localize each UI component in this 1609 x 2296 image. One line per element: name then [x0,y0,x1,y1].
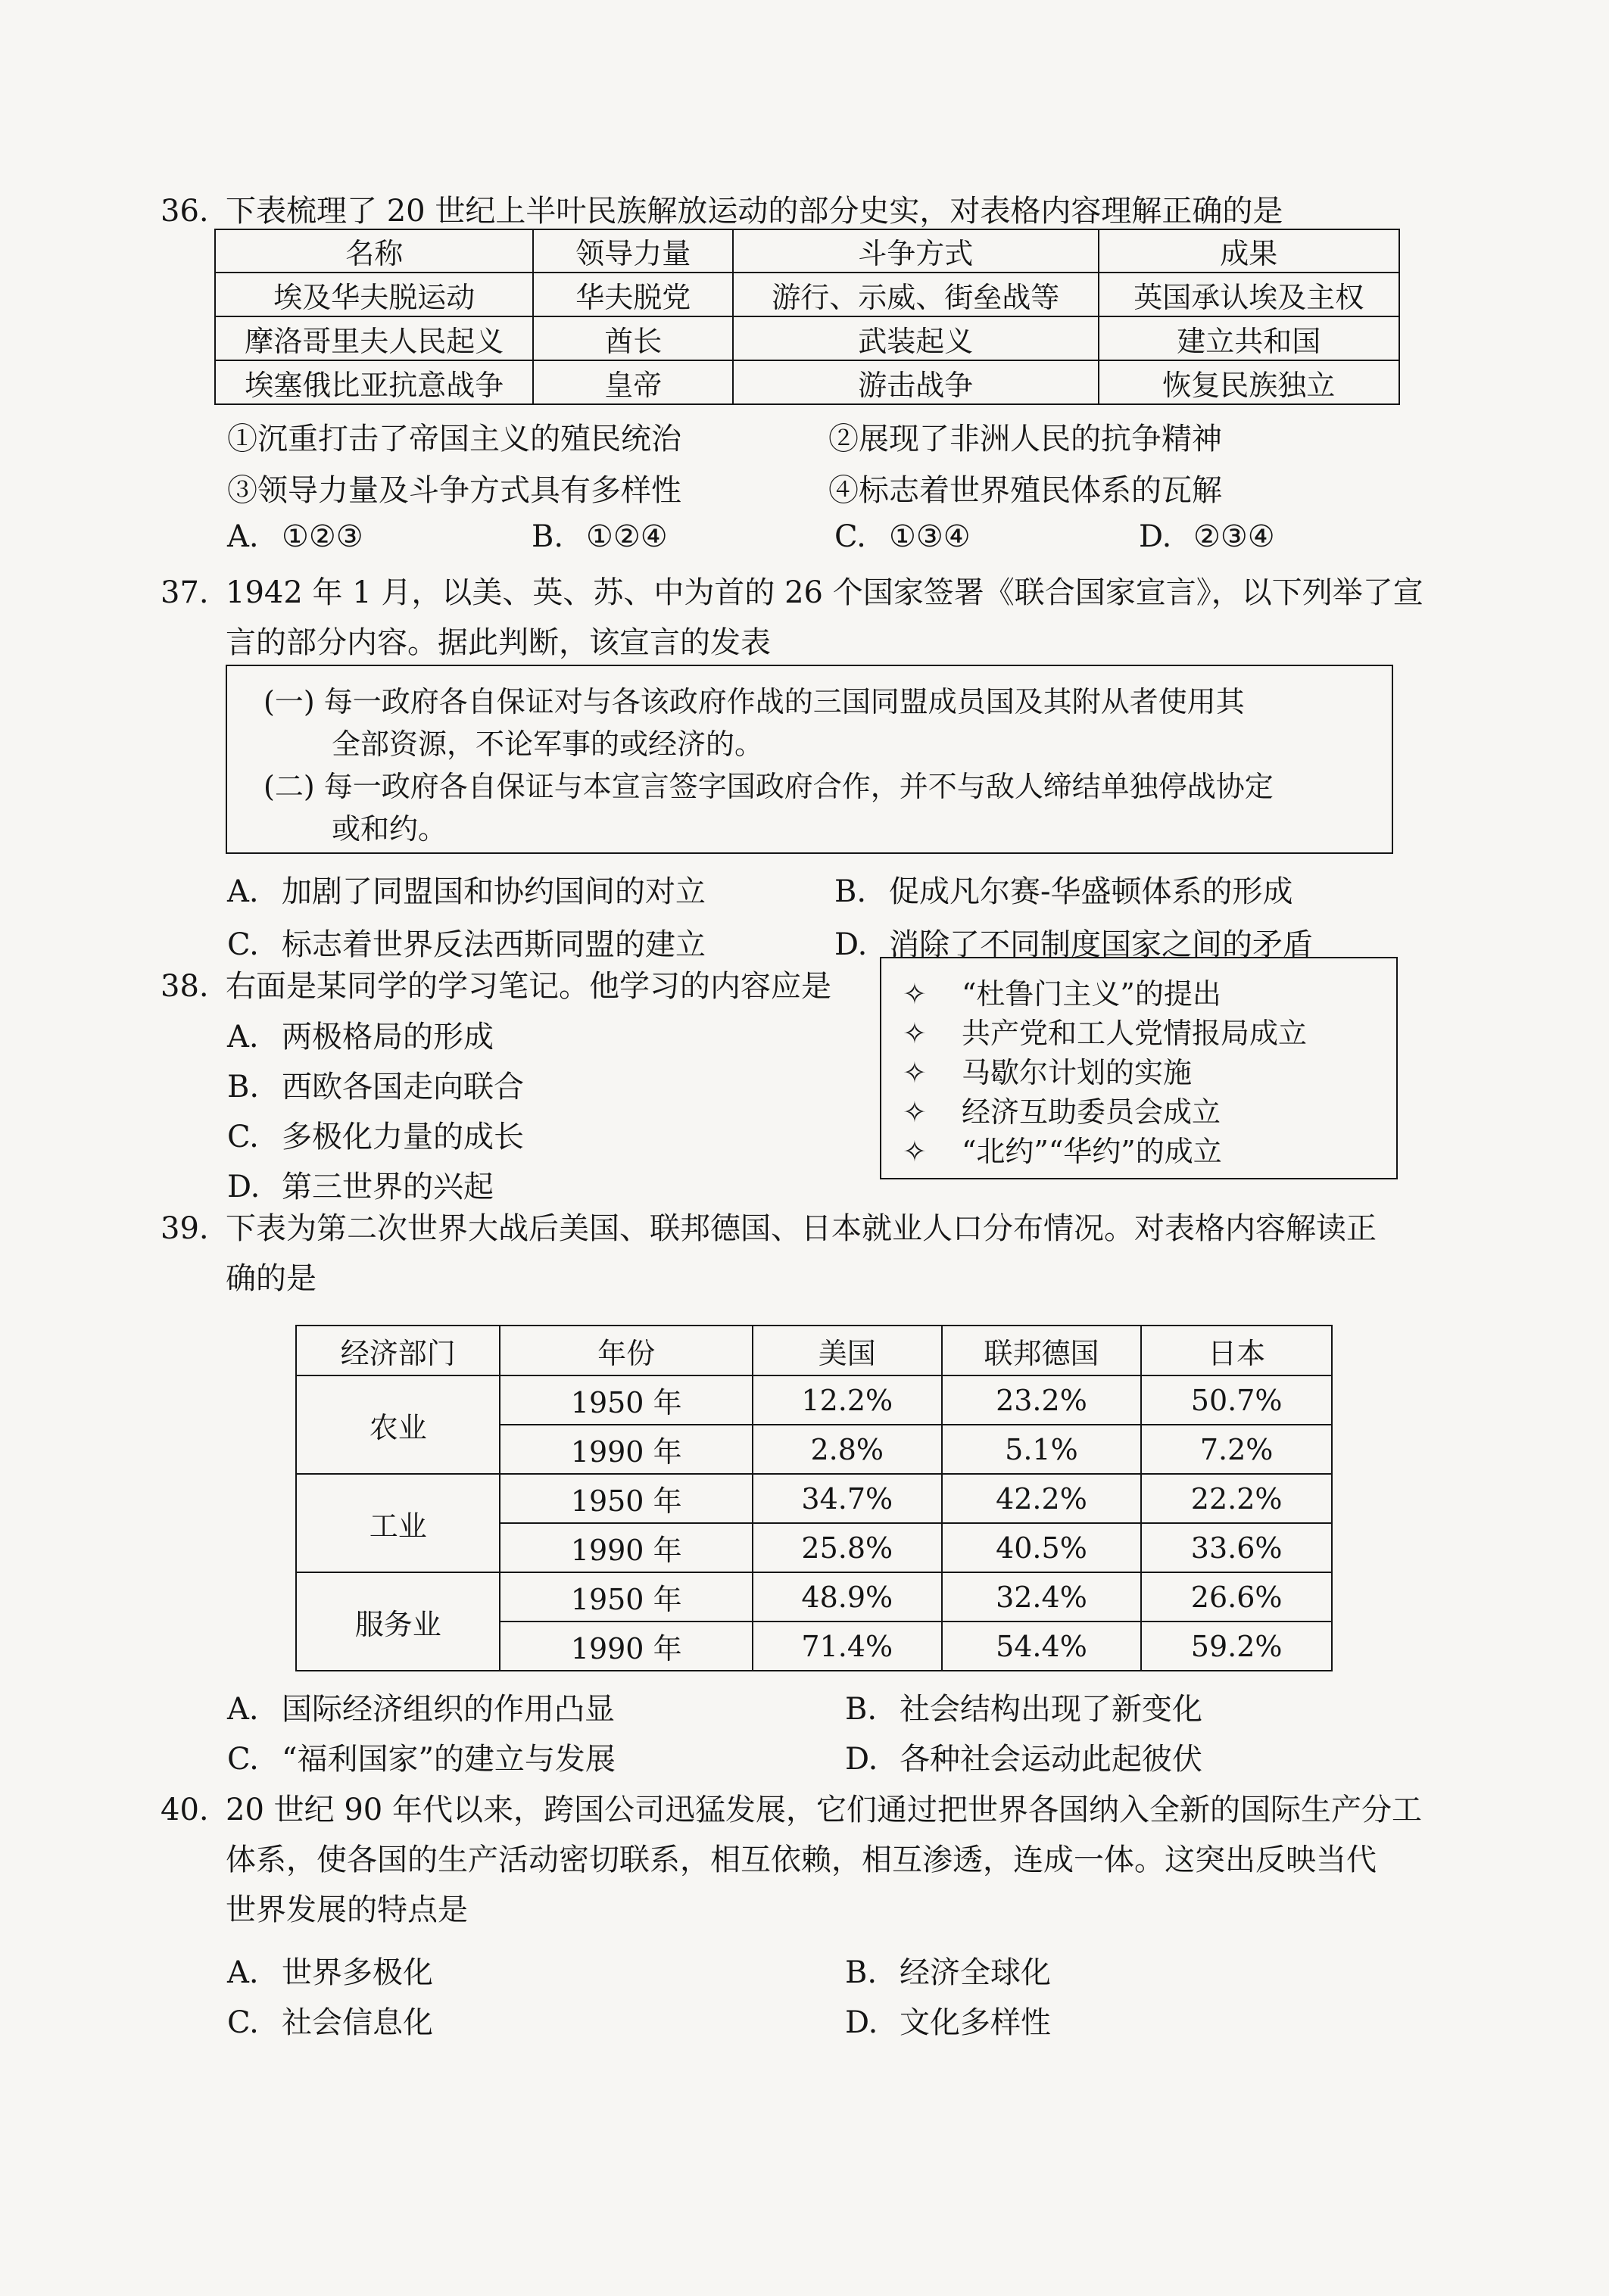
question-text-line: 体系，使各国的生产活动密切联系，相互依赖，相互渗透，连成一体。这突出反映当代 [226,1843,1377,1877]
table-row [215,316,1399,360]
option-c[interactable] [227,1113,524,1156]
option-text: 社会信息化 [282,2005,433,2040]
option-a[interactable] [227,519,363,554]
table-cell: 12.2% [753,1375,942,1425]
option-c[interactable] [227,921,706,964]
table-row [215,360,1399,404]
question-text-line: 下表为第二次世界大战后美国、联邦德国、日本就业人口分布情况。对表格内容解读正 [226,1211,1377,1246]
option-b[interactable] [834,868,1293,911]
question-38-stem [161,961,831,1011]
option-text: 消除了不同制度国家之间的矛盾 [889,927,1313,962]
table-cell: 54.4% [942,1622,1142,1671]
option-label: C. [227,1120,259,1154]
option-d[interactable] [845,1998,1051,2042]
table-row [296,1572,1332,1622]
option-text: ①③④ [889,519,971,554]
table-row [296,1375,1332,1425]
table-cell: 5.1% [942,1425,1142,1474]
table-cell: 建立共和国 [1099,316,1399,360]
question-text: 右面是某同学的学习笔记。他学习的内容应是 [226,969,831,1004]
sector-cell: 服务业 [296,1572,500,1671]
header-cell: 名称 [215,229,533,273]
header-cell: 成果 [1099,229,1399,273]
option-label: C. [834,519,866,554]
question-40-stem [161,1785,1422,1935]
table-cell: 游行、示威、街垒战等 [733,273,1098,316]
table-header-row [215,229,1399,273]
table-cell: 42.2% [942,1474,1142,1523]
option-a[interactable] [227,1949,433,1992]
quote-line: 或和约。 [332,812,447,846]
note-text: “杜鲁门主义”的提出 [962,977,1221,1011]
option-text: ②③④ [1193,519,1275,554]
question-text-line: 确的是 [226,1261,316,1296]
header-cell: 领导力量 [533,229,733,273]
option-text: “福利国家”的建立与发展 [282,1742,616,1777]
table-cell: 1950 年 [500,1375,752,1425]
question-39-stem [161,1204,1377,1304]
table-cell: 2.8% [753,1425,942,1474]
table-cell: 59.2% [1141,1622,1332,1671]
question-number: 39. [161,1211,209,1246]
header-cell: 美国 [753,1326,942,1375]
option-label: D. [227,1170,260,1204]
table-cell: 1950 年 [500,1474,752,1523]
option-text: 加剧了同盟国和协约国间的对立 [282,874,706,909]
table-cell: 华夫脱党 [533,273,733,316]
note-text: “北约”“华约”的成立 [962,1135,1222,1168]
diamond-bullet-icon: ✧ [903,1056,927,1089]
option-a[interactable] [227,1685,615,1728]
option-label: B. [532,519,564,554]
question-text: 下表梳理了 20 世纪上半叶民族解放运动的部分史实，对表格内容理解正确的是 [226,194,1283,229]
statement: ④标志着世界殖民体系的瓦解 [828,473,1222,508]
note-item [903,1010,1307,1051]
option-label: B. [834,874,867,909]
table-cell: 埃塞俄比亚抗意战争 [215,360,533,404]
note-item [903,970,1221,1012]
table-cell: 32.4% [942,1572,1142,1622]
table-cell: 埃及华夫脱运动 [215,273,533,316]
question-number: 36. [161,194,209,229]
option-label: D. [1139,519,1172,554]
option-label: B. [227,1070,260,1104]
option-text: 第三世界的兴起 [282,1170,494,1204]
table-cell: 皇帝 [533,360,733,404]
option-c[interactable] [227,1735,616,1778]
statement: ③领导力量及斗争方式具有多样性 [227,473,681,508]
option-label: C. [227,1742,259,1777]
q37-quote-box [226,665,1393,854]
table-row [296,1474,1332,1523]
option-b[interactable] [532,519,668,554]
diamond-bullet-icon: ✧ [903,1095,927,1129]
table-cell: 摩洛哥里夫人民起义 [215,316,533,360]
table-cell: 1990 年 [500,1425,752,1474]
question-text-line: 世界发展的特点是 [226,1893,468,1927]
table-cell: 50.7% [1141,1375,1332,1425]
statement: ①沉重打击了帝国主义的殖民统治 [227,422,681,456]
header-cell: 斗争方式 [733,229,1098,273]
statement: ②展现了非洲人民的抗争精神 [828,422,1222,456]
option-text: 各种社会运动此起彼伏 [900,1742,1202,1777]
option-text: 社会结构出现了新变化 [900,1692,1202,1727]
quote-line: 全部资源，不论军事的或经济的。 [332,727,764,761]
option-a[interactable] [227,1013,494,1056]
option-d[interactable] [845,1735,1202,1778]
header-cell: 年份 [500,1326,752,1375]
option-text: 文化多样性 [900,2005,1051,2040]
option-text: 多极化力量的成长 [282,1120,524,1154]
option-b[interactable] [845,1685,1202,1728]
question-number: 38. [161,969,209,1004]
option-label: A. [227,1692,259,1727]
table-cell: 33.6% [1141,1523,1332,1572]
option-label: B. [845,1955,878,1990]
table-cell: 22.2% [1141,1474,1332,1523]
table-cell: 26.6% [1141,1572,1332,1622]
option-label: D. [845,2005,878,2040]
question-text-line: 1942 年 1 月，以美、英、苏、中为首的 26 个国家签署《联合国家宣言》，以下列举了宣 [226,575,1423,610]
option-d[interactable] [227,1163,494,1206]
table-cell: 武装起义 [733,316,1098,360]
table-cell: 1990 年 [500,1622,752,1671]
table-cell: 25.8% [753,1523,942,1572]
option-b[interactable] [227,1063,524,1106]
diamond-bullet-icon: ✧ [903,1017,927,1050]
option-text: 标志着世界反法西斯同盟的建立 [282,927,706,962]
table-cell: 23.2% [942,1375,1142,1425]
option-label: D. [834,927,868,962]
option-c[interactable] [227,1998,433,2042]
table-cell: 1950 年 [500,1572,752,1622]
quote-line: (二) 每一政府各自保证与本宣言签字国政府合作，并不与敌人缔结单独停战协定 [263,770,1274,803]
option-text: 促成凡尔赛-华盛顿体系的形成 [889,874,1293,909]
question-text-line: 言的部分内容。据此判断，该宣言的发表 [226,625,771,660]
question-number: 37. [161,575,209,610]
option-text: 世界多极化 [282,1955,433,1990]
note-item [903,1089,1221,1130]
table-cell: 1990 年 [500,1523,752,1572]
option-label: D. [845,1742,878,1777]
sector-cell: 工业 [296,1474,500,1572]
option-text: 国际经济组织的作用凸显 [282,1692,615,1727]
option-b[interactable] [845,1949,1051,1992]
q36-table [214,229,1400,405]
option-label: B. [845,1692,878,1727]
table-cell: 7.2% [1141,1425,1332,1474]
option-text: ①②④ [586,519,668,554]
q38-notes-box [880,957,1398,1179]
table-cell: 游击战争 [733,360,1098,404]
question-37-stem [161,568,1423,668]
option-c[interactable] [834,519,971,554]
note-text: 共产党和工人党情报局成立 [962,1017,1308,1050]
table-header-row [296,1326,1332,1375]
option-label: A. [227,519,259,554]
table-cell: 48.9% [753,1572,942,1622]
header-cell: 联邦德国 [942,1326,1142,1375]
question-text-line: 20 世纪 90 年代以来，跨国公司迅猛发展，它们通过把世界各国纳入全新的国际生产分工 [226,1793,1422,1827]
table-cell: 酋长 [533,316,733,360]
q39-table [295,1325,1333,1671]
note-text: 经济互助委员会成立 [962,1095,1221,1129]
header-cell: 经济部门 [296,1326,500,1375]
note-item [903,1128,1222,1170]
option-label: C. [227,2005,259,2040]
table-cell: 71.4% [753,1622,942,1671]
header-cell: 日本 [1141,1326,1332,1375]
table-cell: 34.7% [753,1474,942,1523]
option-text: 西欧各国走向联合 [282,1070,524,1104]
table-row [215,273,1399,316]
option-text: 两极格局的形成 [282,1020,494,1055]
sector-cell: 农业 [296,1375,500,1474]
option-d[interactable] [1139,519,1275,554]
option-label: A. [227,874,259,909]
table-cell: 恢复民族独立 [1099,360,1399,404]
note-text: 马歇尔计划的实施 [962,1056,1193,1089]
option-text: 经济全球化 [900,1955,1051,1990]
option-label: A. [227,1955,259,1990]
table-cell: 40.5% [942,1523,1142,1572]
question-number: 40. [161,1793,209,1827]
table-cell: 英国承认埃及主权 [1099,273,1399,316]
option-label: A. [227,1020,259,1055]
note-item [903,1049,1192,1091]
option-label: C. [227,927,259,962]
option-text: ①②③ [282,519,363,554]
quote-line: (一) 每一政府各自保证对与各该政府作战的三国同盟成员国及其附从者使用其 [263,685,1245,718]
diamond-bullet-icon: ✧ [903,1135,927,1168]
diamond-bullet-icon: ✧ [903,977,927,1011]
option-a[interactable] [227,868,706,911]
